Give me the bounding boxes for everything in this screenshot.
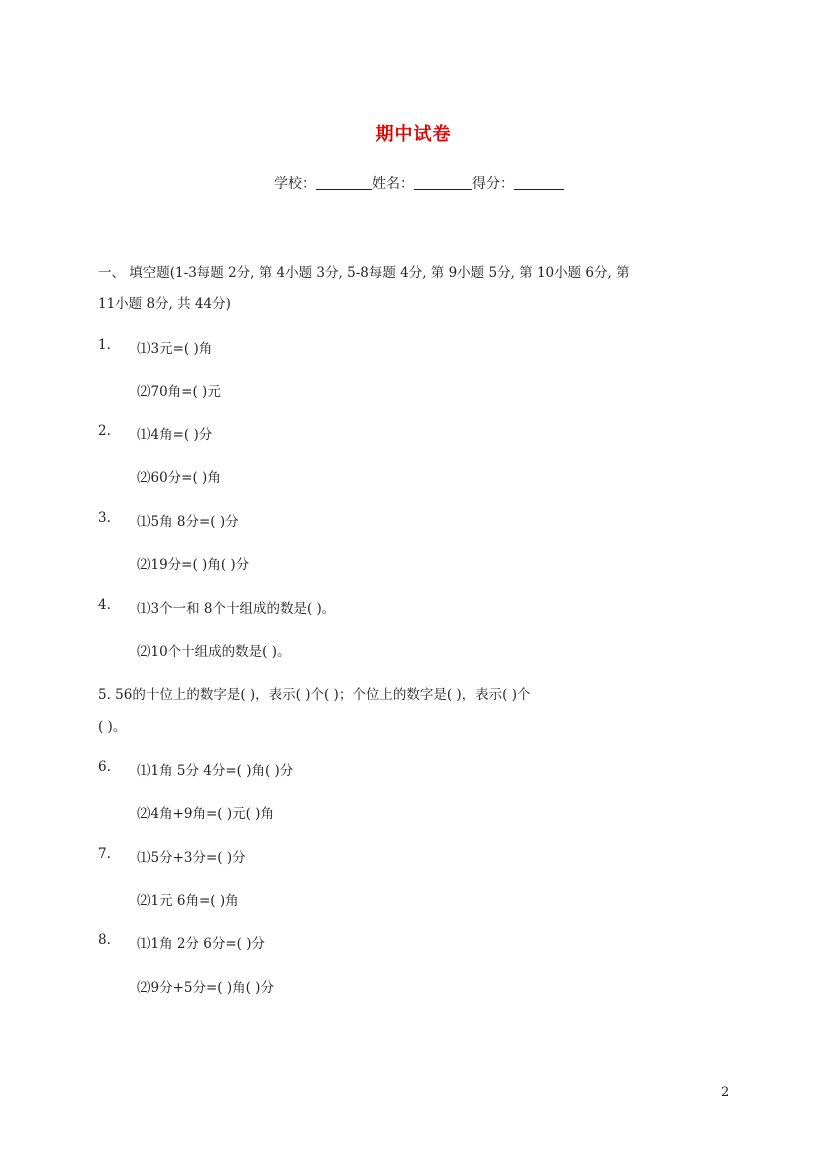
question-part: ⑴1角 2分 6分=( )分 — [137, 936, 265, 952]
section-heading-line1: 一、 填空题(1-3每题 2分, 第 4小题 3分, 5-8每题 4分, 第 9小题 5分, 第 10小题 6分, 第 — [98, 265, 630, 281]
question-number: 1. — [98, 337, 111, 353]
question-number: 7. — [98, 846, 111, 862]
question-part: ⑴5角 8分=( )分 — [137, 514, 239, 530]
question-part: ⑴3元=( )角 — [137, 341, 213, 357]
question-part: ⑴4角=( )分 — [137, 427, 213, 443]
question-number: 4. — [98, 597, 111, 613]
question-part: ⑵10个十组成的数是( )。 — [137, 644, 291, 660]
question-part: ⑴3个一和 8个十组成的数是( )。 — [137, 601, 336, 617]
section-heading-line2: 11小题 8分, 共 44分) — [98, 296, 231, 312]
question-part: ⑵1元 6角=( )角 — [137, 893, 239, 909]
question-part: ⑴5分+3分=( )分 — [137, 850, 246, 866]
question-part: ⑵19分=( )角( )分 — [137, 557, 250, 573]
question-part: ⑵70角=( )元 — [137, 384, 221, 400]
student-info-line — [274, 173, 564, 193]
score-label: 得分： — [472, 176, 514, 192]
question-number: 6. — [98, 759, 111, 775]
question-part: ⑵60分=( )角 — [137, 470, 221, 486]
question-part: ⑵4角+9角=( )元( )角 — [137, 806, 274, 822]
question-number: 2. — [98, 423, 111, 439]
question-5-line2: ( )。 — [98, 719, 127, 735]
question-part: ⑴1角 5分 4分=( )角( )分 — [137, 763, 294, 779]
question-number: 3. — [98, 510, 111, 526]
name-blank[interactable] — [414, 175, 472, 190]
question-number: 8. — [98, 932, 111, 948]
question-part: ⑵9分+5分=( )角( )分 — [137, 980, 274, 996]
name-label: 姓名： — [372, 176, 414, 192]
school-blank[interactable] — [316, 175, 372, 190]
score-blank[interactable] — [514, 175, 564, 190]
page-title: 期中试卷 — [375, 124, 452, 145]
page-number: 2 — [721, 1085, 730, 1100]
school-label: 学校： — [274, 176, 316, 192]
question-5-line1: 5. 56的十位上的数字是( )，表示( )个( )；个位上的数字是( )，表示( )个 — [98, 687, 531, 703]
